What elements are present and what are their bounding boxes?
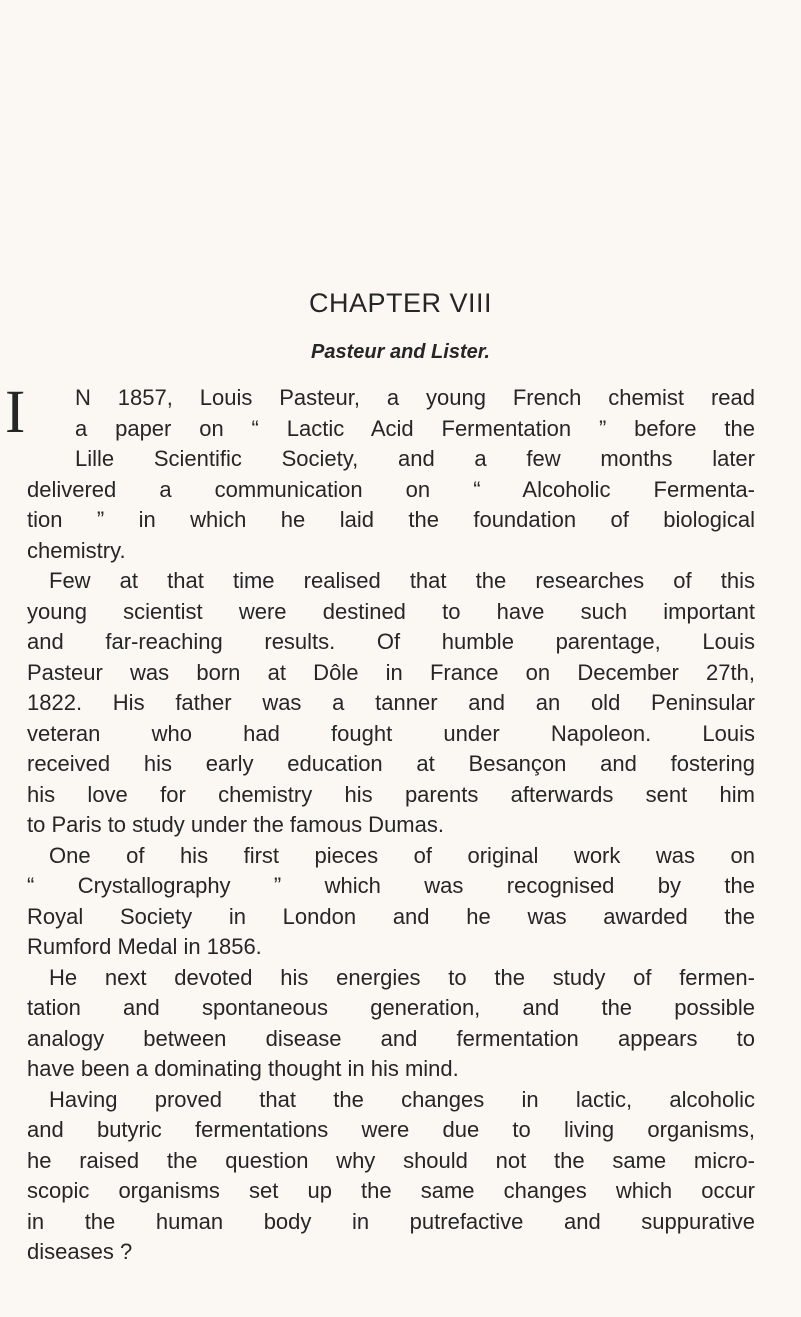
text-line: He next devoted his energies to the study of fermen- [49,964,755,990]
text-line: 1822. His father was a tanner and an old Peninsular [27,690,755,715]
text-line: and butyric fermentations were due to living organisms, [27,1117,755,1142]
text-line: One of his first pieces of original work was on [49,842,755,868]
text-line: he raised the question why should not the same micro- [27,1147,755,1173]
text-line: Royal Society in London and he was awarded the [27,903,755,929]
text-line: to Paris to study under the famous Dumas. [27,812,444,837]
text-line: Having proved that the changes in lactic, alcoholic [49,1086,755,1112]
text-line: have been a dominating thought in his mind. [27,1056,459,1081]
text-line: veteran who had fought under Napoleon. Louis [27,720,755,746]
text-line: and far-reaching results. Of humble parentage, Louis [27,629,755,654]
text-line: his love for chemistry his parents afterwards sent him [27,781,755,807]
text-line: in the human body in putrefactive and suppurative [27,1208,755,1234]
drop-cap: I [5,379,26,446]
text-line: tion ” in which he laid the foundation of biological [27,507,755,532]
text-line: diseases ? [27,1239,133,1264]
text-line: chemistry. [27,537,126,563]
body-text [27,383,755,1268]
text-line: Pasteur was born at Dôle in France on December 27th, [27,659,755,685]
text-line: Rumford Medal in 1856. [27,934,262,959]
text-line: delivered a communication on “ Alcoholic Fermenta- [27,476,755,502]
text-line: scopic organisms set up the same changes which occur [27,1178,755,1203]
text-line: Few at that time realised that the researches of this [49,568,755,593]
text-line: analogy between disease and fermentation appears to [27,1025,755,1051]
text-line: Lille Scientific Society, and a few months later [75,446,755,471]
text-line: tation and spontaneous generation, and the possible [27,995,755,1020]
text-line: a paper on “ Lactic Acid Fermentation ” before the [75,415,755,441]
text-line: N 1857, Louis Pasteur, a young French chemist read [75,385,755,410]
text-line: “ Crystallography ” which was recognised by the [27,873,755,898]
text-line: received his early education at Besançon and fostering [27,751,755,776]
text-line: young scientist were destined to have such important [27,598,755,624]
chapter-heading: CHAPTER VIII [308,288,493,318]
chapter-subtitle: Pasteur and Lister. [311,341,490,363]
